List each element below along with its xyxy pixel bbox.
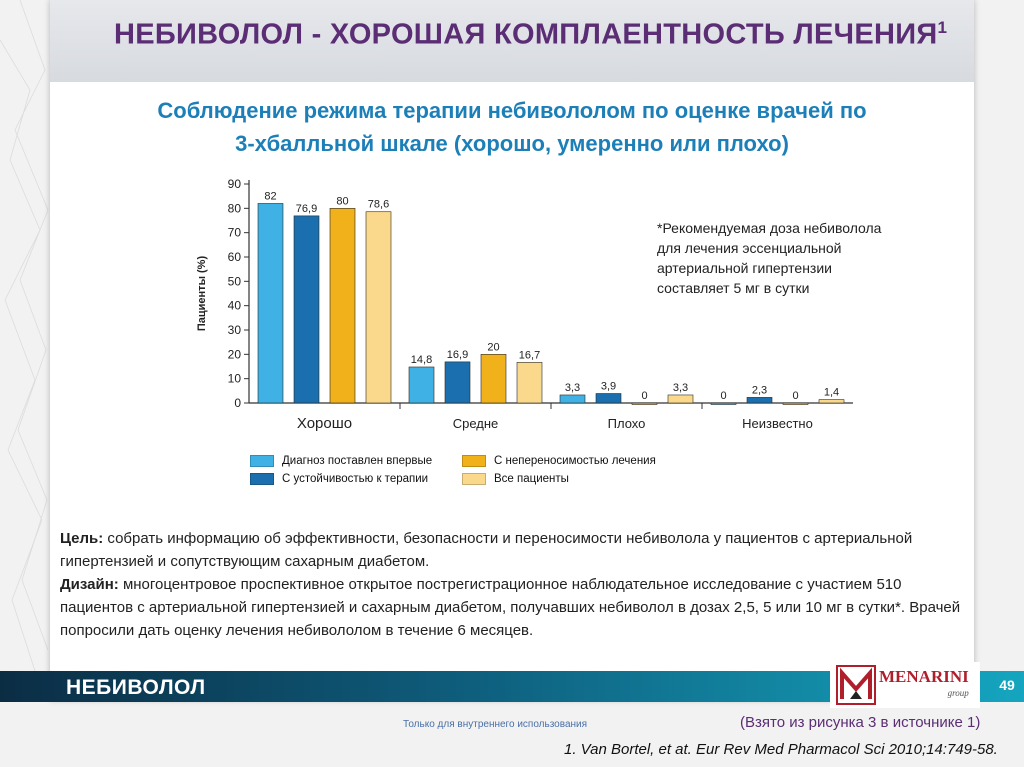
bar-value-label: 20 (487, 341, 500, 354)
legend-swatch (462, 473, 486, 485)
y-tick-label: 10 (227, 371, 241, 386)
figure-source-note: (Взято из рисунка 3 в источнике 1) (740, 714, 981, 731)
note-line-2: для лечения эссенциальной (657, 240, 842, 256)
legend-item-intolerance (462, 455, 702, 467)
note-line-1: *Рекомендуемая доза небиволола (657, 220, 882, 236)
note-line-4: составляет 5 мг в сутки (657, 280, 810, 296)
x-category-label: Средне (452, 416, 499, 431)
y-tick-label: 30 (227, 323, 241, 337)
legend-label: С непереносимостью лечения (494, 455, 656, 467)
y-tick-label: 50 (227, 274, 241, 289)
legend-swatch (462, 455, 486, 467)
legend-label: Диагноз поставлен впервые (282, 455, 433, 467)
legend-label: Все пациенты (494, 473, 569, 485)
x-category-label: Неизвестно (742, 416, 813, 431)
x-category-label: Хорошо (296, 415, 353, 432)
bar (445, 362, 470, 403)
bar-value-label: 2,3 (751, 384, 768, 397)
bar-value-label: 3,3 (564, 381, 581, 394)
legend-item-resistant (250, 473, 462, 485)
bar (481, 354, 506, 403)
subtitle-line-1: Соблюдение режима терапии небивололом по оценке врачей по (157, 98, 867, 123)
chart-subtitle (60, 94, 964, 160)
bar (366, 212, 391, 403)
legend-label: С устойчивостью к терапии (282, 473, 429, 485)
bar (819, 400, 844, 403)
note-line-3: артериальной гипертензии (657, 260, 832, 276)
bar-value-label: 0 (720, 390, 727, 402)
bar-value-label: 16,9 (446, 348, 469, 361)
y-tick-label: 20 (227, 347, 241, 362)
bar-value-label: 76,9 (295, 202, 318, 215)
menarini-logo (830, 662, 980, 708)
bar (668, 395, 693, 403)
bar (783, 403, 808, 405)
design-label: Дизайн: (60, 576, 119, 593)
slide-title: НЕБИВОЛОЛ - ХОРОШАЯ КОМПЛАЕНТНОСТЬ ЛЕЧЕНИЯ$^1$ (114, 18, 948, 51)
bar (258, 203, 283, 403)
bar-value-label: 3,9 (600, 380, 617, 393)
y-axis-label: Пациенты (%) (196, 255, 208, 332)
chart-legend (250, 455, 702, 485)
bar-value-label: 16,7 (518, 349, 541, 362)
x-category-label: Плохо (607, 416, 646, 431)
legend-item-all-patients (462, 473, 702, 485)
internal-use-note: Только для внутреннего использования (403, 719, 588, 730)
menarini-logo-icon (836, 665, 876, 705)
bar (596, 394, 621, 403)
y-tick-label: 90 (227, 177, 241, 191)
bar-chart (185, 168, 865, 438)
y-tick-label: 40 (227, 298, 241, 313)
bar-value-label: 1,4 (823, 386, 840, 399)
page-number: 49 (999, 677, 1015, 693)
background-pattern (0, 0, 50, 671)
bar-value-label: 80 (336, 195, 349, 208)
bar-value-label: 14,8 (410, 353, 433, 366)
bar (330, 208, 355, 403)
bar-value-label: 78,6 (367, 198, 390, 211)
bar (560, 395, 585, 403)
y-tick-label: 0 (234, 396, 241, 410)
study-description (60, 527, 975, 642)
bar-value-label: 82 (264, 190, 277, 203)
goal-label: Цель: (60, 530, 104, 547)
logo-wordmark (879, 669, 969, 701)
footer-brand: НЕБИВОЛОЛ (66, 676, 206, 699)
bar (409, 367, 434, 403)
dose-note (657, 218, 937, 298)
goal-paragraph (60, 527, 975, 573)
bar (517, 362, 542, 403)
bar (747, 397, 772, 403)
legend-item-new-diagnosis (250, 455, 462, 467)
design-paragraph (60, 573, 975, 642)
goal-text: собрать информацию об эффективности, безопасности и переносимости небиволола у пациентов с артериальной гипертензией и сопутствующим сахарным диабетом. (60, 530, 913, 570)
subtitle-line-2: 3-хбалльной шкале (хорошо, умеренно или плохо) (235, 131, 789, 156)
bar-value-label: 3,3 (672, 381, 689, 394)
logo-name: MENARINI (879, 667, 969, 686)
y-tick-label: 80 (227, 201, 241, 216)
bar (632, 403, 657, 405)
citation: 1. Van Bortel, et at. Eur Rev Med Pharmacol Sci 2010;14:749-58. (564, 741, 998, 758)
legend-swatch (250, 455, 274, 467)
bar-value-label: 0 (641, 390, 648, 402)
bar (711, 403, 736, 405)
legend-swatch (250, 473, 274, 485)
logo-group: group (947, 688, 969, 698)
bar (294, 216, 319, 403)
design-text: многоцентровое проспективное открытое пострегистрационное наблюдательное исследование с участием 510 пациентов с артериальной гипертензией и сахарным диабетом, получавших небиволол в дозах 2,5, 5 или 10 мг в сутки*. Врачей попросили дать оценку лечения небивололом в течение 6 месяцев. (60, 576, 961, 639)
y-tick-label: 70 (227, 225, 241, 240)
y-tick-label: 60 (227, 250, 241, 264)
bar-value-label: 0 (792, 390, 799, 402)
